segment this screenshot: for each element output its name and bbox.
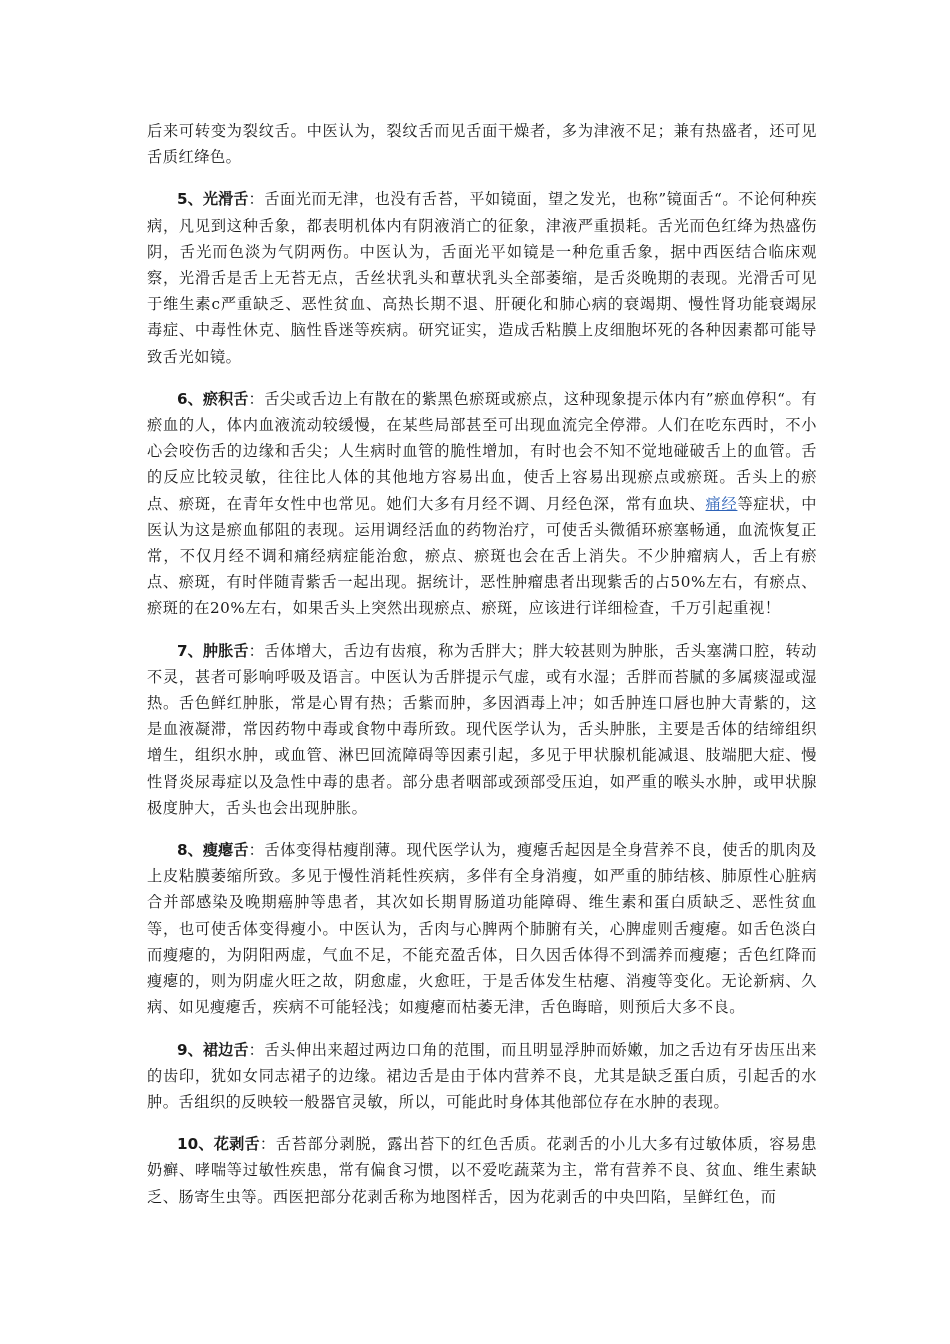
section-body: ：舌体增大，舌边有齿痕，称为舌胖大；胖大较甚则为肿胀，舌头塞满口腔，转动不灵，甚者可影响呼吸及语言。中医认为舌胖提示气虚，或有水湿；舌胖而苔腻的多属痰湿或湿热。舌色鲜红肿胀，常是心胃有热；舌紫而肿，多因酒毒上冲；如舌肿连口唇也肿大青紫的，这是血液凝滞，常因药物中毒或食物中毒所致。现代医学认为，舌头肿胀，主要是舌体的结缔组织增生，组织水肿，或血管、淋巴回流障碍等因素引起，多见于甲状腺机能减退、肢端肥大症、慢性肾炎尿毒症以及急性中毒的患者。部分患者咽部或颈部受压迫，如严重的喉头水肿，或甲状腺极度肿大，舌头也会出现肿胀。 bbox=[147, 641, 817, 817]
section-6-stasis-tongue bbox=[147, 386, 817, 622]
section-heading: 6、瘀积舌 bbox=[177, 389, 249, 408]
section-10-peeled-tongue bbox=[147, 1131, 817, 1210]
section-8-thin-tongue bbox=[147, 837, 817, 1020]
dysmenorrhea-link[interactable]: 痛经 bbox=[705, 494, 738, 513]
section-body-continued: 等症状，中医认为这是瘀血郁阻的表现。运用调经活血的药物治疗，可使舌头微循环瘀塞畅通，血流恢复正常，不仅月经不调和痛经病症能治愈，瘀点、瘀斑也会在舌上消失。不少肿瘤病人，舌上有瘀点、瘀斑，有时伴随青紫舌一起出现。据统计，恶性肿瘤患者出现紫舌的占50%左右，有瘀点、瘀斑的在20%左右，如果舌头上突然出现瘀点、瘀斑，应该进行详细检查，千万引起重视！ bbox=[147, 494, 818, 618]
section-heading: 5、光滑舌 bbox=[177, 190, 249, 209]
document-page bbox=[147, 118, 817, 1226]
section-body: ：舌头伸出来超过两边口角的范围，而且明显浮肿而娇嫩，加之舌边有牙齿压出来的齿印，犹如女同志裙子的边缘。裙边舌是由于体内营养不良，尤其是缺乏蛋白质，引起舌的水肿。舌组织的反映较一般器官灵敏，所以，可能此时身体其他部位存在水肿的表现。 bbox=[147, 1040, 817, 1111]
section-body: ：舌体变得枯瘦削薄。现代医学认为，瘦瘪舌起因是全身营养不良，使舌的肌肉及上皮粘膜萎缩所致。多见于慢性消耗性疾病，多伴有全身消瘦，如严重的肺结核、肺原性心脏病合并部感染及晚期癌肿等患者，其次如长期胃肠道功能障碍、维生素和蛋白质缺乏、恶性贫血等，也可使舌体变得瘦小。中医认为，舌肉与心脾两个肺腑有关，心脾虚则舌瘦瘪。如舌色淡白而瘦瘪的，为阴阳两虚，气血不足，不能充盈舌体，日久因舌体得不到濡养而瘦瘪；舌色红降而瘦瘪的，则为阴虚火旺之故，阴愈虚，火愈旺，于是舌体发生枯瘪、消瘦等变化。无论新病、久病、如见瘦瘪舌，疾病不可能轻浅；如瘦瘪而枯萎无津，舌色晦暗，则预后大多不良。 bbox=[147, 841, 817, 1017]
section-9-skirt-edge-tongue bbox=[147, 1037, 817, 1116]
section-heading: 7、肿胀舌 bbox=[177, 641, 249, 660]
section-body: ：舌面光而无津，也没有舌苔，平如镜面，望之发光，也称”镜面舌“。不论何种疾病，凡见到这种舌象，都表明机体内有阴液消亡的征象，津液严重损耗。舌光而色红绛为热盛伤阴，舌光而色淡为气阴两伤。中医认为，舌面光平如镜是一种危重舌象，据中西医结合临床观察，光滑舌是舌上无苔无点，舌丝状乳头和蕈状乳头全部萎缩，是舌炎晚期的表现。光滑舌可见于维生素c严重缺乏、恶性贫血、高热长期不退、肝硬化和肺心病的衰竭期、慢性肾功能衰竭尿毒症、中毒性休克、脑性昏迷等疾病。研究证实，造成舌粘膜上皮细胞坏死的各种因素都可能导致舌光如镜。 bbox=[147, 190, 817, 366]
section-body: ：舌尖或舌边上有散在的紫黑色瘀斑或瘀点，这种现象提示体内有”瘀血停积“。有瘀血的人，体内血液流动较缓慢，在某些局部甚至可出现血流完全停滞。人们在吃东西时，不小心会咬伤舌的边缘和舌尖；人生病时血管的脆性增加，有时也会不知不觉地碰破舌上的血管。舌的反应比较灵敏，往往比人体的其他地方容易出血，使舌上容易出现瘀点或瘀斑。舌头上的瘀点、瘀斑，在青年女性中也常见。她们大多有月经不调、月经色深，常有血块、 bbox=[147, 389, 817, 513]
section-heading: 9、裙边舌 bbox=[177, 1040, 249, 1059]
section-5-smooth-tongue bbox=[147, 186, 817, 369]
section-7-swollen-tongue bbox=[147, 638, 817, 821]
section-body: ：舌苔部分剥脱，露出苔下的红色舌质。花剥舌的小儿大多有过敏体质，容易患奶癣、哮喘等过敏性疾患，常有偏食习惯，以不爱吃蔬菜为主，常有营养不良、贫血、维生素缺乏、肠寄生虫等。西医把部分花剥舌称为地图样舌，因为花剥舌的中央凹陷，呈鲜红色，而 bbox=[147, 1135, 818, 1206]
paragraph-text: 后来可转变为裂纹舌。中医认为，裂纹舌而见舌面干燥者，多为津液不足；兼有热盛者，还可见舌质红绛色。 bbox=[147, 122, 817, 167]
paragraph-intro bbox=[147, 118, 817, 170]
section-heading: 10、花剥舌 bbox=[177, 1135, 260, 1154]
section-heading: 8、瘦瘪舌 bbox=[177, 841, 249, 860]
